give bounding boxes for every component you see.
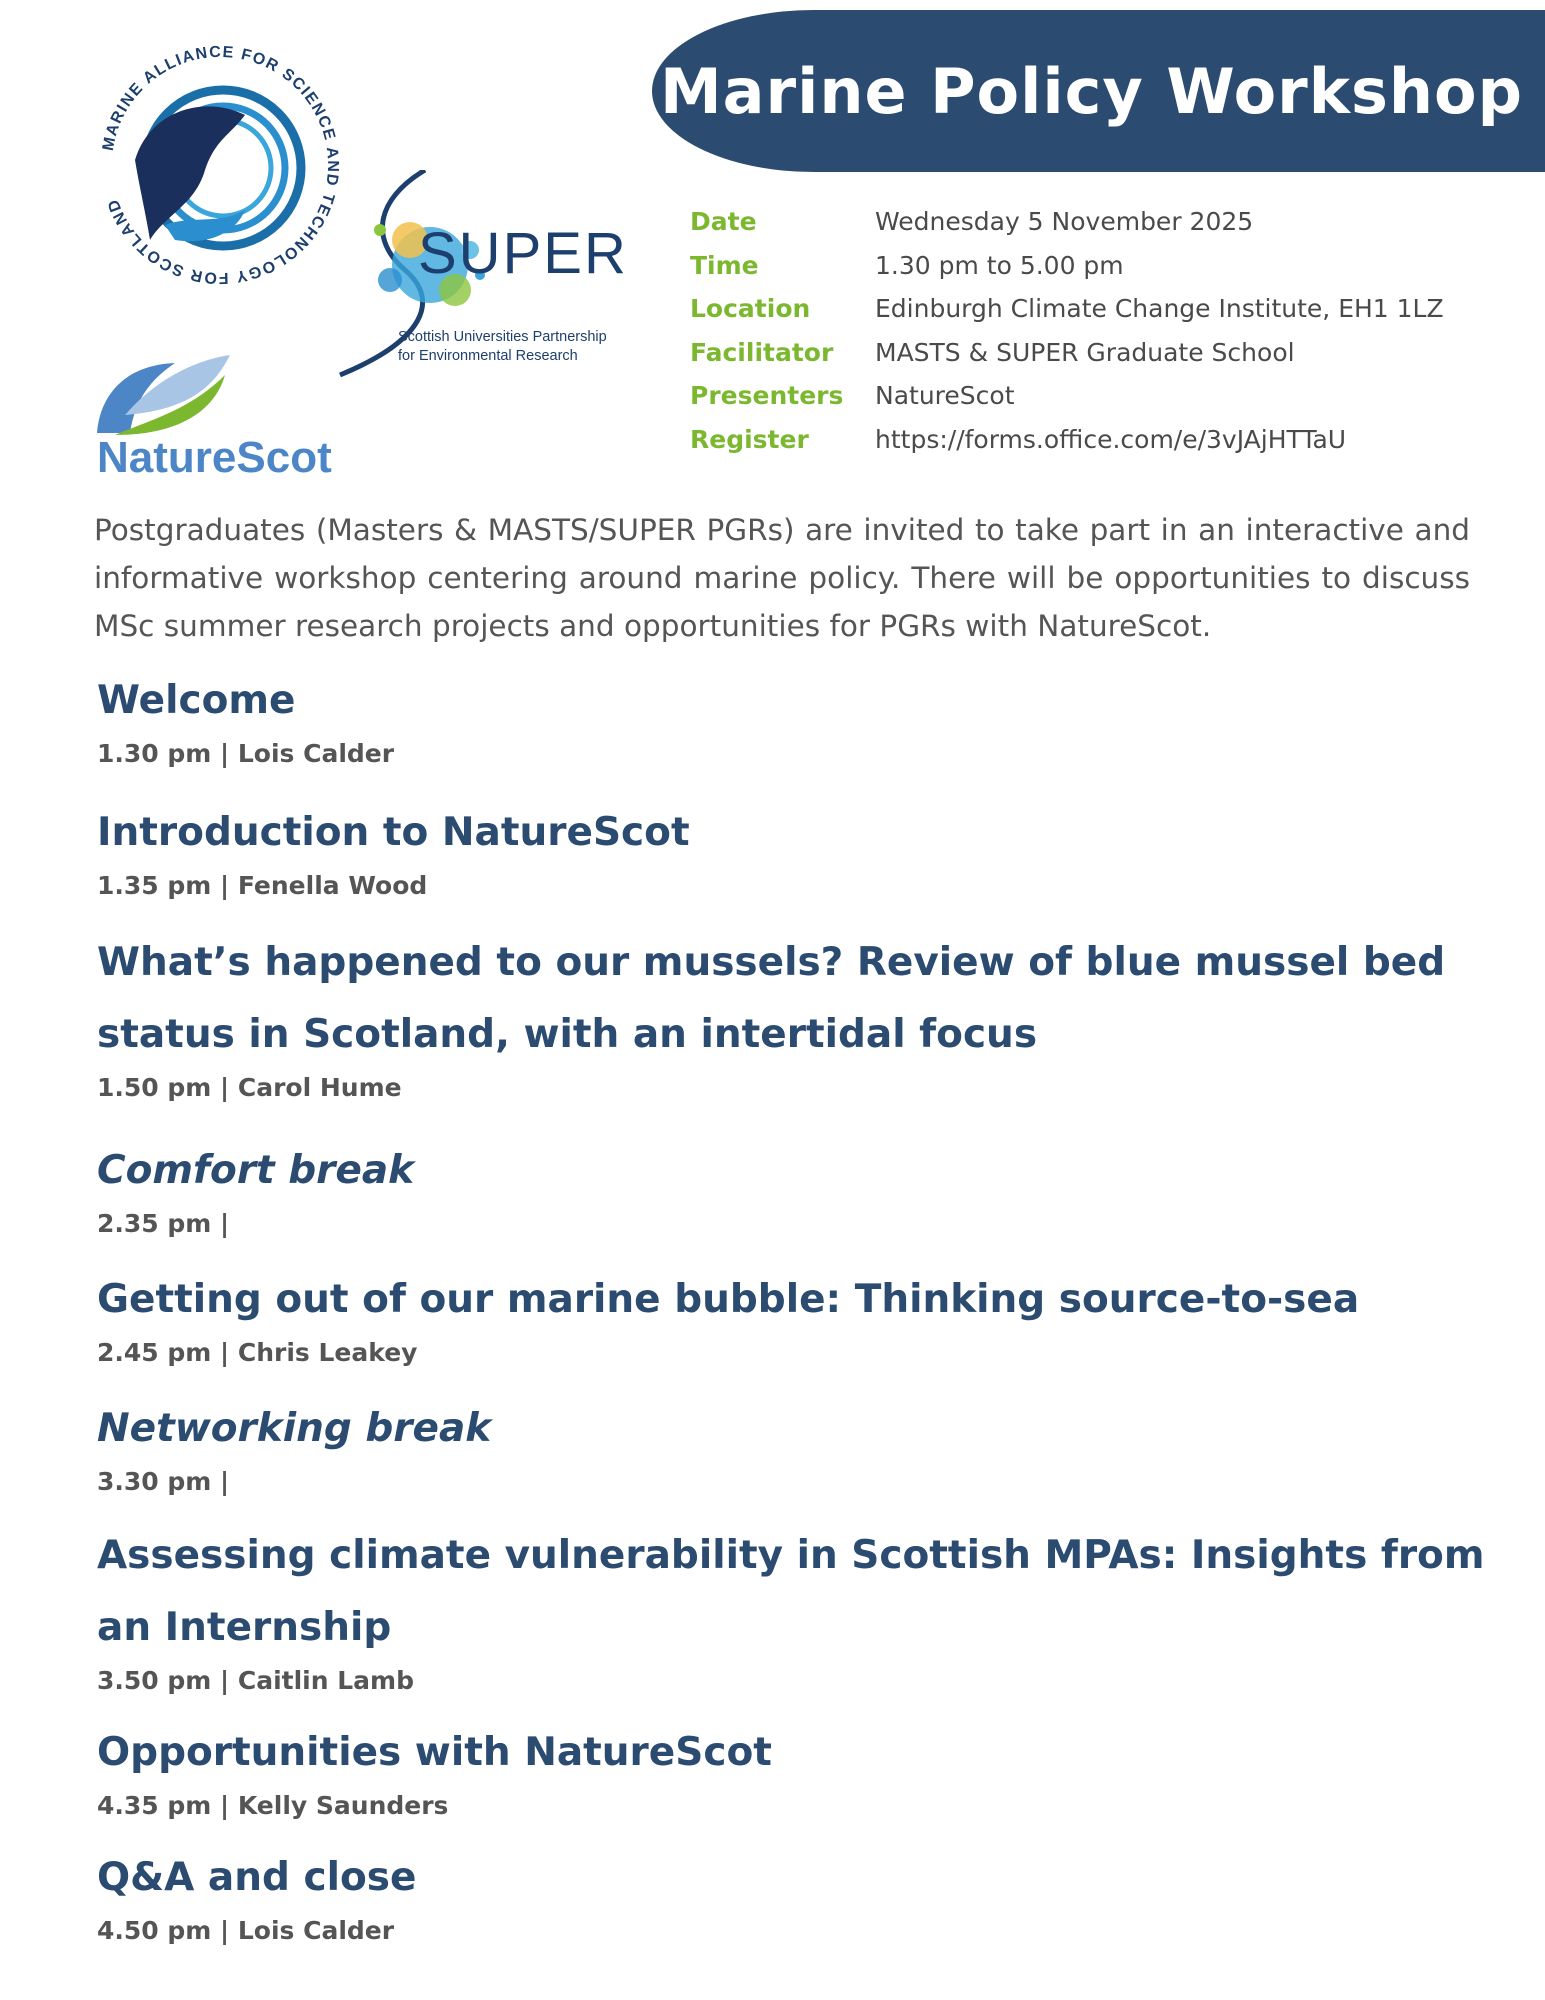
detail-location	[690, 287, 1510, 331]
agenda-meta: 2.35 pm |	[97, 1209, 230, 1238]
masts-logo	[95, 40, 345, 290]
page-title: Marine Policy Workshop	[659, 55, 1523, 128]
detail-presenters	[690, 374, 1510, 418]
detail-value: MASTS & SUPER Graduate School	[875, 337, 1295, 367]
agenda-item-networking-break	[97, 1393, 1497, 1496]
event-details	[690, 200, 1510, 461]
agenda-meta: 4.35 pm | Kelly Saunders	[97, 1791, 449, 1820]
register-link[interactable]: https://forms.office.com/e/3vJAjHTTaU	[875, 424, 1347, 454]
agenda-title: Opportunities with NatureScot	[97, 1730, 772, 1775]
agenda-title: What’s happened to our mussels? Review of blue mussel bed status in Scotland, with an intertidal focus	[97, 940, 1446, 1057]
naturescot-wordmark: NatureScot	[97, 433, 332, 482]
agenda-meta: 3.30 pm |	[97, 1467, 230, 1496]
detail-value: Wednesday 5 November 2025	[875, 207, 1254, 237]
agenda-title: Comfort break	[97, 1148, 415, 1193]
super-subtitle-line-2: for Environmental Research	[398, 348, 578, 364]
naturescot-leaf-icon	[95, 355, 235, 435]
super-subtitle	[398, 328, 607, 366]
detail-label: Location	[690, 294, 811, 324]
super-logo	[330, 170, 630, 380]
agenda-item-qa-close	[97, 1842, 1497, 1945]
detail-time	[690, 244, 1510, 288]
detail-label: Presenters	[690, 381, 844, 411]
intro-paragraph: Postgraduates (Masters & MASTS/SUPER PGRs) are invited to take part in an interactive and informative workshop centering around marine policy. There will be opportunities to discuss MSc summer research projects and opportunities for PGRs with NatureScot.	[94, 513, 1470, 643]
agenda-title: Q&A and close	[97, 1855, 417, 1900]
detail-facilitator	[690, 331, 1510, 375]
agenda-meta: 1.30 pm | Lois Calder	[97, 739, 395, 768]
masts-seal-icon	[95, 40, 345, 290]
agenda-title: Welcome	[97, 678, 296, 723]
detail-label: Register	[690, 424, 809, 454]
agenda-meta: 4.50 pm | Lois Calder	[97, 1916, 395, 1945]
agenda-item-mussels	[97, 927, 1497, 1102]
agenda-item-introduction	[97, 797, 1497, 900]
agenda-meta: 3.50 pm | Caitlin Lamb	[97, 1666, 414, 1695]
agenda-item-source-to-sea	[97, 1264, 1497, 1367]
agenda-title: Networking break	[97, 1406, 492, 1451]
agenda-title: Introduction to NatureScot	[97, 810, 690, 855]
detail-value: 1.30 pm to 5.00 pm	[875, 250, 1124, 280]
detail-label: Facilitator	[690, 337, 834, 367]
super-subtitle-line-1: Scottish Universities Partnership	[398, 329, 607, 345]
agenda-item-comfort-break	[97, 1135, 1497, 1238]
detail-label: Date	[690, 207, 757, 237]
agenda-item-welcome	[97, 665, 1497, 768]
detail-value: NatureScot	[875, 381, 1015, 411]
agenda-title: Assessing climate vulnerability in Scottish MPAs: Insights from an Internship	[97, 1533, 1485, 1650]
title-banner	[652, 10, 1545, 172]
detail-register	[690, 418, 1510, 462]
detail-label: Time	[690, 250, 759, 280]
agenda-title: Getting out of our marine bubble: Thinking source-to-sea	[97, 1277, 1360, 1322]
detail-date	[690, 200, 1510, 244]
detail-value: Edinburgh Climate Change Institute, EH1 1LZ	[875, 294, 1444, 324]
naturescot-logo	[95, 355, 365, 485]
agenda-meta: 2.45 pm | Chris Leakey	[97, 1338, 418, 1367]
agenda-item-climate-vulnerability	[97, 1520, 1497, 1695]
super-wordmark: SUPER	[418, 221, 628, 286]
masts-ring-text: MARINE ALLIANCE FOR SCIENCE AND TECHNOLOGY FOR SCOTLAND	[99, 43, 342, 287]
agenda-item-opportunities	[97, 1717, 1497, 1820]
agenda-meta: 1.50 pm | Carol Hume	[97, 1073, 402, 1102]
agenda-meta: 1.35 pm | Fenella Wood	[97, 871, 428, 900]
